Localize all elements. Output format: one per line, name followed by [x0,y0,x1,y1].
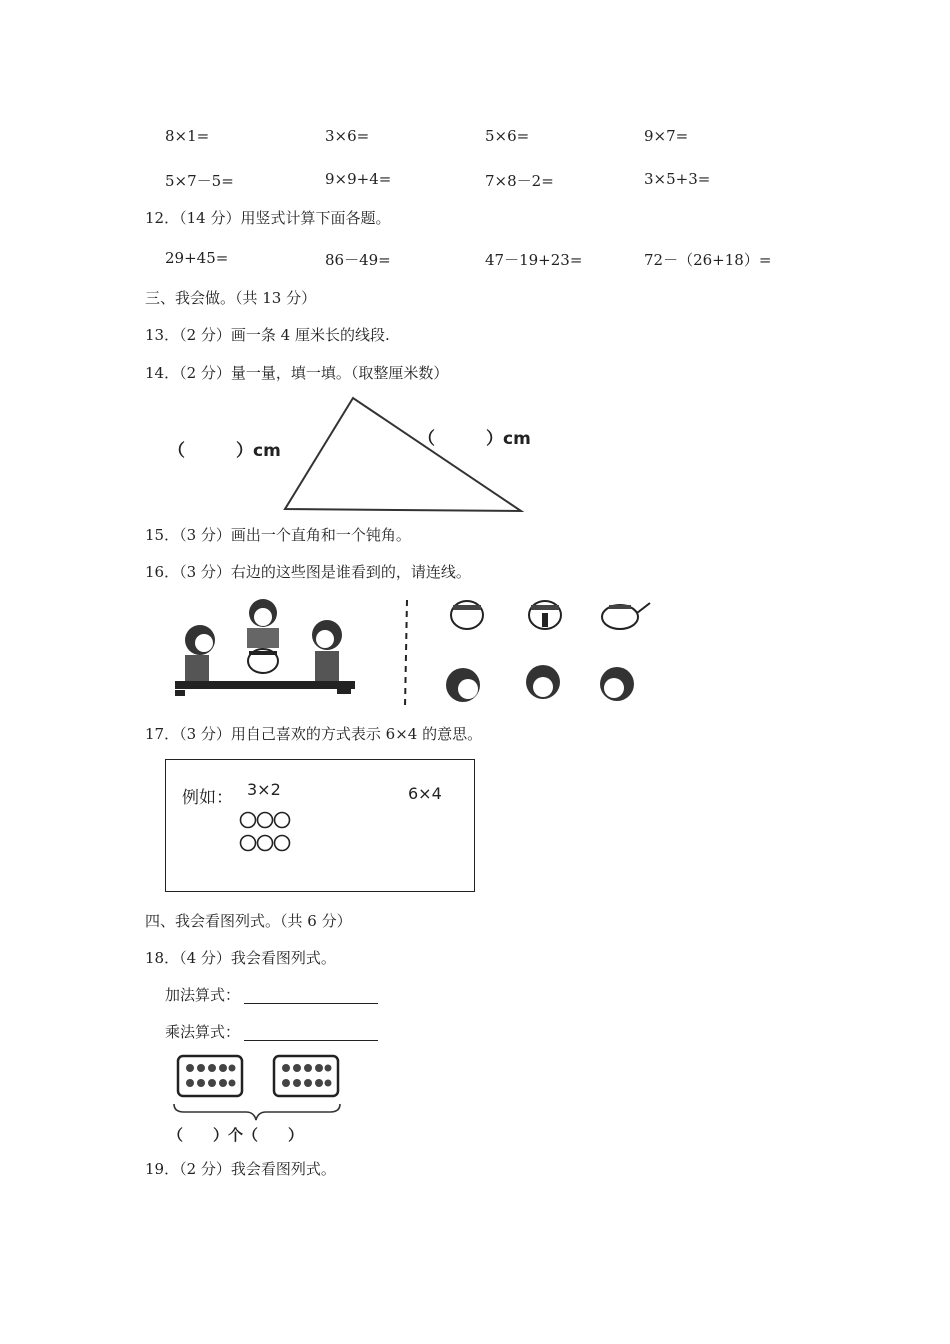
question-13: 13．（2 分）画一条 4 厘米长的线段. [145,326,390,344]
calc-item: 8×1= [165,127,210,145]
question-12: 12．（14 分）用竖式计算下面各题。 [145,209,391,227]
child-view-3-icon [600,667,634,701]
circle-grid [238,810,298,854]
dot-group-box [178,1056,242,1096]
calc-item: 7×8－2= [485,172,554,190]
section-4-heading: 四、我会看图列式。（共 6 分） [145,912,352,930]
divider-line [405,600,407,707]
calc-item: 5×7－5= [165,172,234,190]
circle-mark [241,813,256,828]
calc-item: 86－49= [325,251,391,269]
section-3-heading: 三、我会做。（共 13 分） [145,289,317,307]
brace-icon [174,1104,340,1120]
question-17: 17．（3 分）用自己喜欢的方式表示 6×4 的意思。 [145,725,483,743]
viewpoint-figure [165,595,665,710]
circle-mark [258,813,273,828]
calc-item: 5×6= [485,127,530,145]
addition-label: 加法算式： [165,986,241,1004]
circle-mark [275,836,290,851]
question-19: 19．（2 分）我会看图列式。 [145,1160,336,1178]
child-view-1-icon [446,668,480,702]
target-expression: 6×4 [408,784,442,803]
calc-item: 9×9+4= [325,170,392,188]
pot-view-1-icon [451,601,483,629]
multiplication-row [165,1023,378,1041]
multiplication-answer-blank[interactable] [244,1024,378,1041]
calc-item: 3×5+3= [644,170,711,188]
calc-item: 3×6= [325,127,370,145]
dot-cluster [282,1064,332,1087]
middle-child-icon [247,599,279,648]
blank-left-cm: （ ）cm [168,441,281,461]
circle-mark [275,813,290,828]
example-expression: 3×2 [247,780,281,799]
dot-cluster [186,1064,236,1087]
triangle-shape [285,398,521,511]
question-16: 16．（3 分）右边的这些图是谁看到的，请连线。 [145,563,471,581]
calc-item: 9×7= [644,127,689,145]
table-icon [175,681,355,689]
addition-row [165,986,378,1004]
addition-answer-blank[interactable] [244,987,378,1004]
circle-mark [258,836,273,851]
circle-mark [241,836,256,851]
example-label: 例如： [182,788,233,808]
calc-item: 47－19+23= [485,251,583,269]
pot-icon [248,649,278,673]
calc-item: 72－（26+18）= [644,251,772,269]
calc-item: 29+45= [165,249,229,267]
question-14: 14．（2 分）量一量，填一填。（取整厘米数） [145,364,449,382]
blank-right-cm: （ ）cm [418,429,531,449]
multiplication-label: 乘法算式： [165,1023,241,1041]
q18-blanks: （ ）个（ ） [168,1126,304,1144]
pot-view-2-icon [529,601,561,629]
answer-box[interactable] [165,759,475,892]
dot-groups-figure [170,1052,350,1124]
pot-view-3-icon [602,603,650,629]
question-18: 18．（4 分）我会看图列式。 [145,949,336,967]
dot-group-box [274,1056,338,1096]
child-view-2-icon [526,665,560,699]
question-15: 15．（3 分）画出一个直角和一个钝角。 [145,526,411,544]
